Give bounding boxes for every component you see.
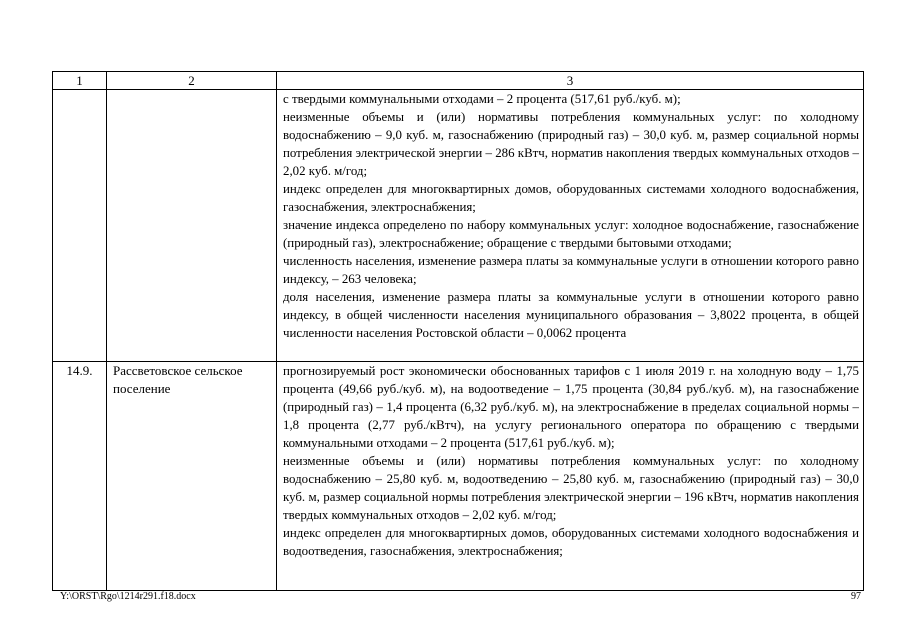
- table-row: [53, 362, 864, 591]
- document-table: [52, 71, 864, 591]
- row-number: [53, 90, 107, 362]
- paragraph: индекс определен для многоквартирных домов, оборудованных системами холодного водоснабжения, газоснабжения, электроснабжения;: [283, 182, 859, 214]
- table-row: [53, 90, 864, 362]
- paragraph: неизменные объемы и (или) нормативы потребления коммунальных услуг: по холодному водоснабжению – 25,80 куб. м, водоотведению – 25,80 куб. м, газоснабжению (природный газ) – 30,0 куб. м, размер социальной нормы потребления электрической энергии – 196 кВтч, норматив накопления твердых коммунальных отходов – 2,02 куб. м/год;: [283, 454, 859, 522]
- paragraph: с твердыми коммунальными отходами – 2 процента (517,61 руб./куб. м);: [283, 92, 681, 106]
- footer-page-number: 97: [851, 591, 861, 602]
- settlement-name: [107, 90, 277, 362]
- table-header-row: [53, 72, 864, 90]
- paragraph: значение индекса определено по набору коммунальных услуг: холодное водоснабжение, газоснабжение (природный газ), электроснабжение; обращение с твердыми бытовыми отходами;: [283, 218, 859, 250]
- paragraph: индекс определен для многоквартирных домов, оборудованных системами холодного водоснабжения и водоотведения, газоснабжения, электроснабжения;: [283, 526, 859, 558]
- paragraph: прогнозируемый рост экономически обоснованных тарифов с 1 июля 2019 г. на холодную воду – 1,75 процента (49,66 руб./куб. м), на водоотведение – 1,75 процента (30,84 руб./куб. м), на газоснабжение (природный газ) – 1,4 процента (6,32 руб./куб. м), на электроснабжение в пределах социальной нормы – 1,8 процента (2,77 руб./кВтч), на услугу регионального оператора по обращению с твердыми коммунальными отходами – 2 процента (517,61 руб./куб. м);: [283, 364, 859, 450]
- paragraph: неизменные объемы и (или) нормативы потребления коммунальных услуг: по холодному водоснабжению – 9,0 куб. м, газоснабжению (природный газ) – 30,0 куб. м, размер социальной нормы потребления электрической энергии – 286 кВтч, норматив накопления твердых коммунальных отходов – 2,02 куб. м/год;: [283, 110, 859, 178]
- settlement-name: Рассветовское сельское поселение: [107, 362, 277, 591]
- header-col-3: 3: [277, 72, 864, 90]
- row-description: [277, 90, 864, 362]
- paragraph: доля населения, изменение размера платы за коммунальные услуги в отношении которого равно индексу, в общей численности населения муниципального образования – 3,8022 процента, в общей численности населения Ростовской области – 0,0062 процента: [283, 290, 859, 340]
- header-col-2: 2: [107, 72, 277, 90]
- footer-file-path: Y:\ORST\Rgo\1214r291.f18.docx: [60, 591, 196, 602]
- header-col-1: 1: [53, 72, 107, 90]
- row-number: 14.9.: [53, 362, 107, 591]
- row-description: [277, 362, 864, 591]
- row-description-body: [283, 362, 859, 590]
- paragraph: численность населения, изменение размера платы за коммунальные услуги в отношении которого равно индексу, – 263 человека;: [283, 254, 859, 286]
